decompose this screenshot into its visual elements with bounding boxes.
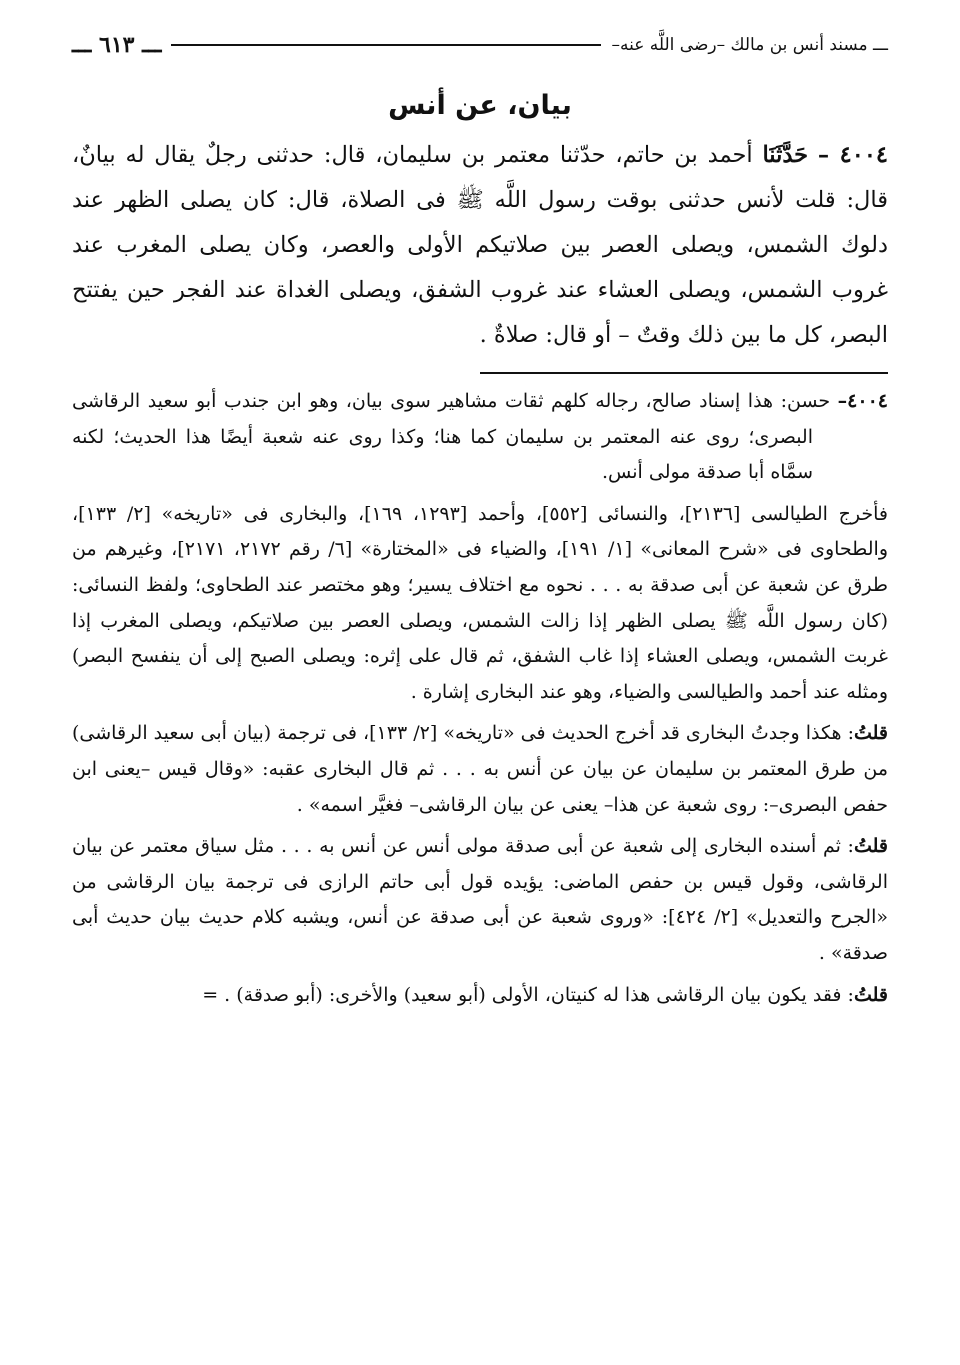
comment-label: قلتُ: [853, 722, 888, 745]
book-page: [72, 22, 888, 1019]
chapter-title: بيان، عن أنس: [388, 90, 572, 121]
hadith-text: [72, 133, 888, 358]
page-number: ـــ ٦١٣ ـــ: [72, 32, 162, 58]
footnote-comment-2: [72, 829, 888, 971]
hadith-number: ٤٠٠٤ –: [817, 142, 888, 168]
footnote-grading-text: حسن: هذا إسناد صالح، رجاله كلهم ثقات مشاهير سوى بيان، وهو ابن جندب أبو سعيد الرقاشى البصرى؛ روى عنه المعتمر بن سليمان كما هنا؛ وكذا روى عنه شعبة أيضًا هذا الحديث؛ لكنه سمَّاه أبا صدقة مولى أنس.: [72, 390, 838, 484]
footnote-number: ٤٠٠٤–: [837, 390, 888, 412]
footnote-takhrij-text: فأخرج الطيالسى [٢١٣٦]، والنسائى [٥٥٢]، وأحمد [١٢٩٣، ١٦٩]، والبخارى فى «تاريخه» [٢/ ١٣٣]، والطحاوى فى «شرح المعانى» [١/ ١٩١]، والضياء فى «المختارة» [٦/ رقم ٢١٧٢، ٢١٧١]، وغيرهم من طرق عن شعبة عن أبى صدقة به . . . نحوه مع اختلاف يسير؛ وهو مختصر عند الطحاوى؛ ولفظ النسائى: (كان رسول اللَّه ﷺ يصلى الظهر إذا زالت الشمس، ويصلى العصر بين صلاتيكم، ويصلى المغرب إذا غربت الشمس، ويصلى العشاء إذا غاب الشفق، ثم قال على إثره: ويصلى الصبح إلى أن ينفسح البصر) ومثله عند أحمد والطيالسى والضياء، وهو عند البخارى إشارة .: [72, 502, 889, 703]
comment-text: : هكذا وجدتُ البخارى قد أخرج الحديث فى «تاريخه» [٢/ ١٣٣]، فى ترجمة (بيان أبى سعيد الرقاشى) من طرق المعتمر بن سليمان عن بيان عن أنس به . . . ثم قال البخارى عقبه: «وقال قيس –يعنى ابن حفص البصرى–: روى شعبة عن هذا– يعنى عن بيان الرقاشى– فغيَّر اسمه» .: [72, 722, 888, 816]
footnote-comment-1: [72, 716, 888, 823]
footnote-grading: [72, 384, 888, 491]
footnote-comment-3: [72, 978, 888, 1014]
header-rule: [171, 44, 601, 46]
footnote-separator: [480, 372, 888, 374]
running-header-title: ـــ مسند أنس بن مالك –رضى اللَّه عنه–: [611, 35, 888, 55]
comment-label: قلتُ: [853, 983, 888, 1006]
comment-text: : ثم أسنده البخارى إلى شعبة عن أبى صدقة مولى أنس عن أنس به . . . مثل سياق معتمر عن بيان الرقاشى، وقول قيس بن حفص الماضى: يؤيده قول أبى حاتم الرازى فى ترجمة بيان الرقاشى من «الجرح والتعديل» [٢/ ٤٢٤]: «وروى شعبة عن أبى صدقة عن أنس، ويشبه كلام حديث بيان حديث أبى صدقة» .: [72, 835, 888, 964]
hadith-lead-word: حَدَّثَنَا: [762, 142, 809, 168]
running-header: [72, 22, 888, 68]
comment-label: قلتُ: [853, 835, 888, 858]
comment-text: : فقد يكون بيان الرقاشى هذا له كنيتان، الأولى (أبو سعيد) والأخرى: (أبو صدقة) . =: [202, 983, 854, 1006]
footnote-takhrij: [72, 497, 888, 711]
hadith-body: أحمد بن حاتم، حدّثنا معتمر بن سليمان، قال: حدثنى رجلٌ يقال له بيانٌ، قال: قلت لأنس حدثنى بوقت رسول اللَّه ﷺ فى الصلاة، قال: كان يصلى الظهر عند دلوك الشمس، ويصلى العصر بين صلاتيكم الأولى والعصر، وكان يصلى المغرب عند غروب الشمس، ويصلى العشاء عند غروب الشفق، ويصلى الغداة عند الفجر حين يفتتح البصر، كل ما بين ذلك وقتٌ – أو قال: صلاةٌ .: [72, 142, 888, 348]
